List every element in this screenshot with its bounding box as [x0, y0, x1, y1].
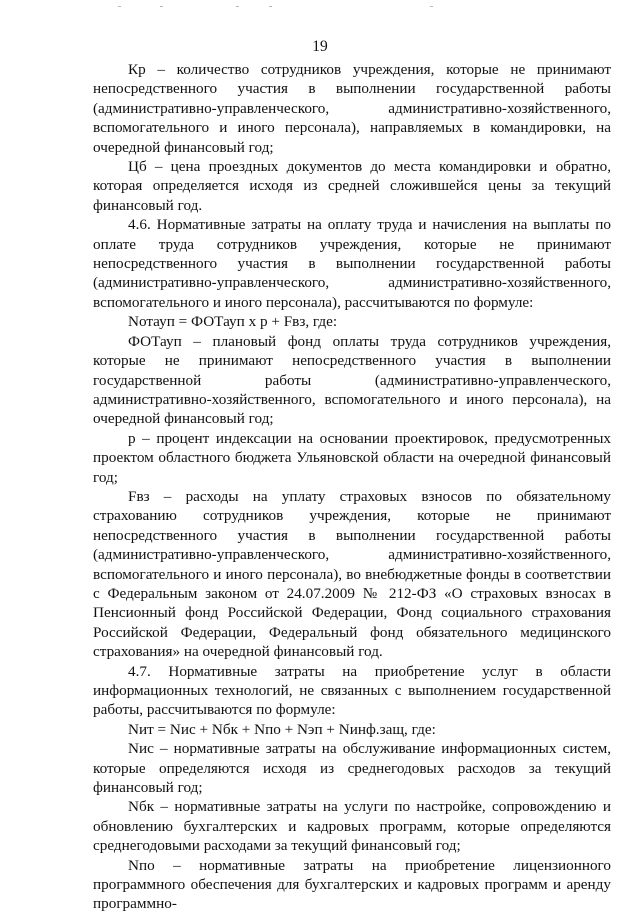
paragraph-section-4-6: 4.6. Нормативные затраты на оплату труда и начисления на выплаты по оплате труда сотрудников учреждения, которые не принимают непосредственного участия в выполнении государственной работы (административно-управленческого, административно-хозяйственного, вспомогательного и иного персонала), рассчитываются по формуле: [93, 216, 611, 311]
scan-speck [236, 6, 239, 7]
paragraph-cb-definition: Цб – цена проездных документов до места командировки и обратно, которая определяется исходя из средней сложившейся цены за текущий финансовый год. [93, 158, 611, 214]
scan-speck [118, 6, 121, 7]
paragraph-npo-definition: Nпо – нормативные затраты на приобретение лицензионного программного обеспечения для бухгалтерских и кадровых программ и аренду программно- [93, 856, 611, 913]
scan-speck [430, 6, 433, 7]
scan-speck [160, 6, 163, 7]
paragraph-nis-definition: Nис – нормативные затраты на обслуживание информационных систем, которые определяются исходя из среднегодовых расходов за текущий финансовый год; [93, 740, 611, 797]
formula-notaup: Nотауп = ФОТауп х р + Fвз, где: [128, 313, 338, 331]
formula-nit: Nит = Nис + Nбк + Nпо + Nэп + Nинф.защ, где: [128, 720, 436, 738]
paragraph-section-4-7: 4.7. Нормативные затраты на приобретение услуг в области информационных технологий, не связанных с выполнением государственной работы, рассчитываются по формуле: [93, 662, 611, 719]
paragraph-nbk-definition: Nбк – нормативные затраты на услуги по настройке, сопровождению и обновлению бухгалтерских и кадровых программ, которые определяются среднегодовыми расходами за текущий финансовый год; [93, 798, 611, 855]
paragraph-fotaup-definition: ФОТауп – плановый фонд оплаты труда сотрудников учреждения, которые не принимают непосредственного участия в выполнении государственной работы (административно-управленческого, административно-хозяйственного, вспомогательного и иного персонала), на очередной финансовый год; [93, 332, 611, 428]
paragraph-kr-definition: Кр – количество сотрудников учреждения, которые не принимают непосредственного участия в выполнении государственной работы (административно-управленческого, административно-хозяйственного, вспомогательного и иного персонала), направляемых в командировки, на очередной финансовый год; [93, 61, 611, 156]
scan-speck [269, 6, 272, 7]
document-body [93, 60, 611, 914]
paragraph-p-definition: р – процент индексации на основании проектировок, предусмотренных проектом областного бюджета Ульяновской области на очередной финансовый год; [93, 429, 611, 486]
page-number: 19 [312, 38, 328, 55]
paragraph-fvz-definition: Fвз – расходы на уплату страховых взносов по обязательному страхованию сотрудников учреждения, которые не принимают непосредственного участия в выполнении государственной работы (административно-управленческого, административно-хозяйственного, вспомогательного и иного персонала), во внебюджетные фонды в соответствии с Федеральным законом от 24.07.2009 № 212-ФЗ «О страховых взносах в Пенсионный фонд Российской Федерации, Фонд социального страхования Российской Федерации, Федеральный фонд обязательного медицинского страхования» на очередной финансовый год. [93, 487, 611, 661]
